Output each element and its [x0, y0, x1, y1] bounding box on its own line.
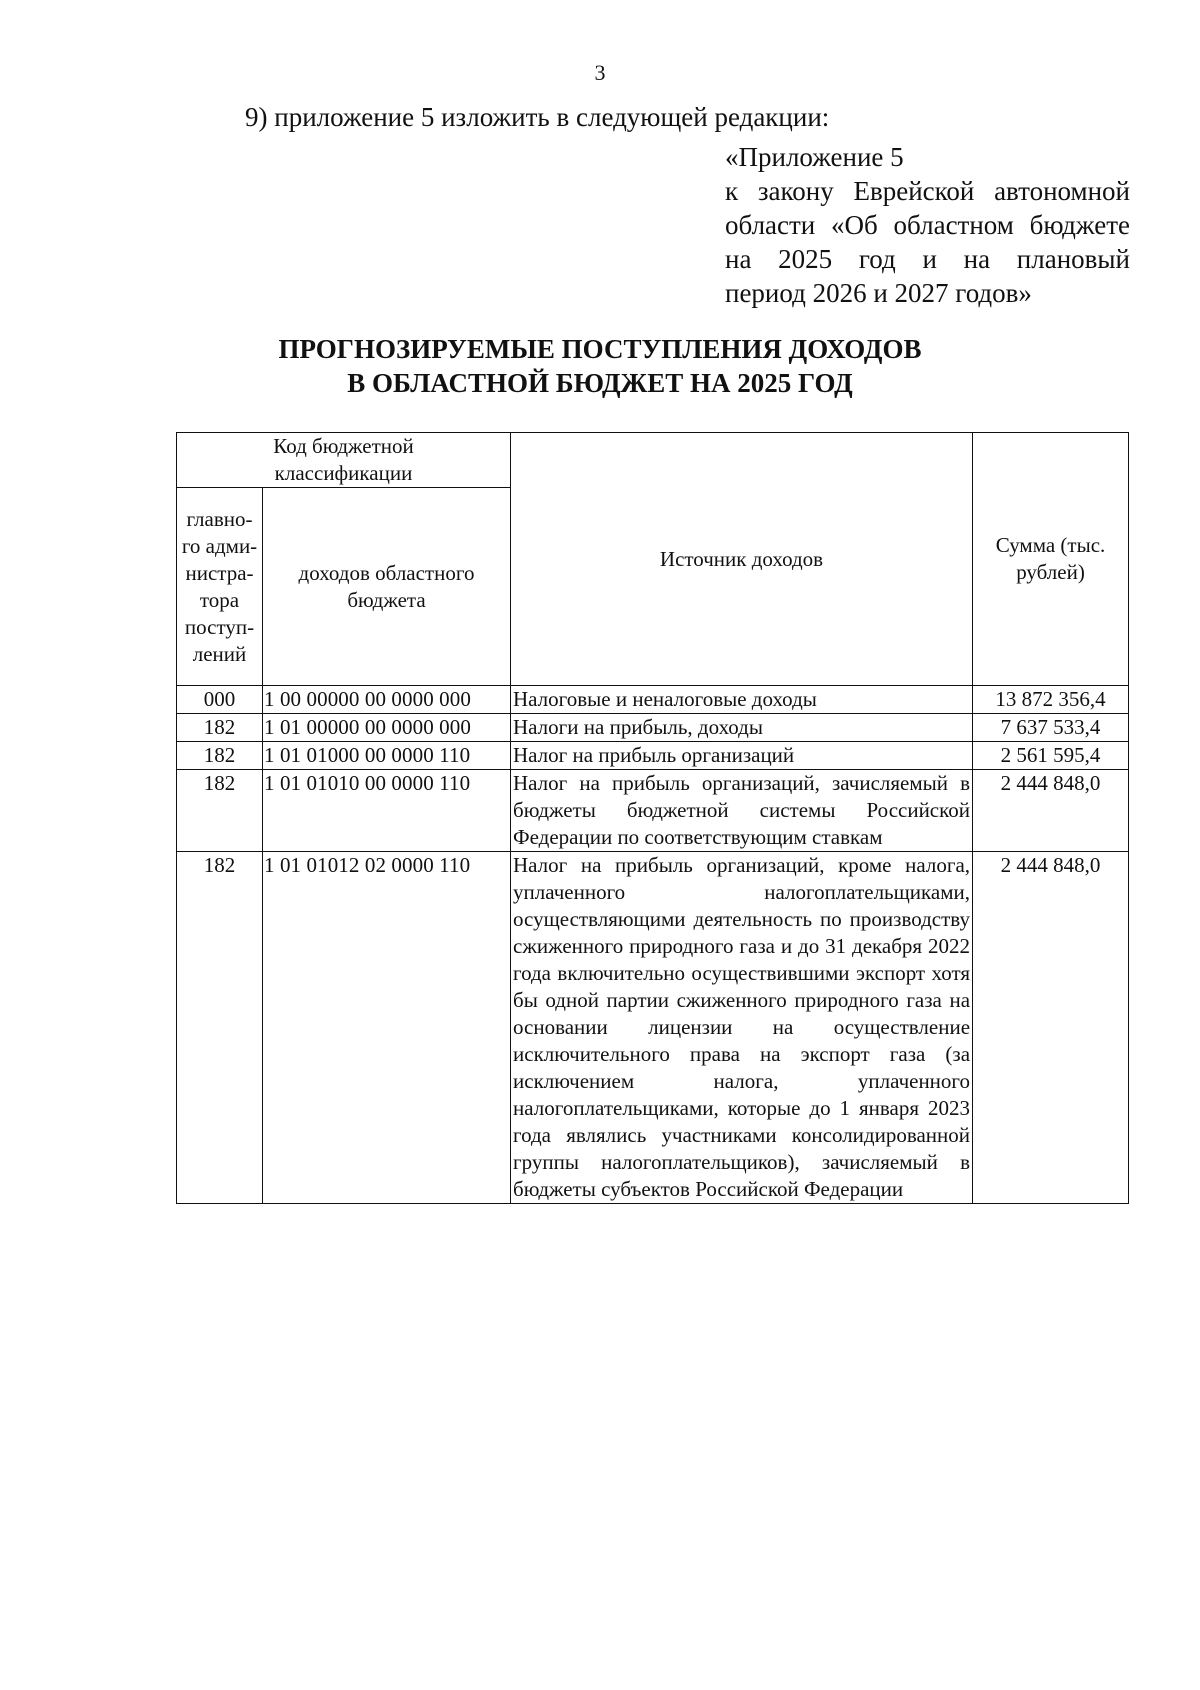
budget-code-cell: 1 01 01012 02 0000 110 — [263, 852, 511, 1204]
admin-code-cell: 182 — [177, 742, 263, 770]
document-title — [0, 332, 1200, 400]
table-row — [177, 852, 1129, 1204]
income-source-cell: Налоговые и неналоговые доходы — [511, 686, 973, 714]
admin-code-cell: 182 — [177, 714, 263, 742]
table-row — [177, 770, 1129, 852]
budget-code-cell: 1 01 01010 00 0000 110 — [263, 770, 511, 852]
income-source-cell: Налог на прибыль организаций, кроме налога, уплаченного налогоплательщиками, осуществляющими деятельность по производству сжиженного природного газа и до 31 декабря 2022 года включительно осуществившими экспорт хотя бы одной партии сжиженного природного газа на основании лицензии на осуществление исключительного права на экспорт газа (за исключением налога, уплаченного налогоплательщиками, которые до 1 января 2023 года являлись участниками консолидированной группы налогоплательщиков), зачисляемый в бюджеты субъектов Российской Федерации — [511, 852, 973, 1204]
admin-code-cell: 000 — [177, 686, 263, 714]
appendix-line: области «Об областном бюджете — [725, 210, 1130, 240]
header-budget-classification: Код бюджетной классификации — [177, 433, 511, 488]
revenue-table — [176, 432, 1129, 1204]
page-number: 3 — [594, 60, 606, 85]
header-chief-administrator: главно-го адми-нистра-тора поступ-лений — [177, 488, 263, 686]
table-row — [177, 686, 1129, 714]
table-row — [177, 742, 1129, 770]
header-sum: Сумма (тыс. рублей) — [973, 433, 1129, 686]
admin-code-cell: 182 — [177, 852, 263, 1204]
table-row — [177, 714, 1129, 742]
budget-code-cell: 1 01 00000 00 0000 000 — [263, 714, 511, 742]
budget-code-cell: 1 00 00000 00 0000 000 — [263, 686, 511, 714]
intro-paragraph: 9) приложение 5 изложить в следующей редакции: — [245, 102, 830, 132]
income-source-cell: Налог на прибыль организаций, зачисляемый в бюджеты бюджетной системы Российской Федерации по соответствующим ставкам — [511, 770, 973, 852]
budget-code-cell: 1 01 01000 00 0000 110 — [263, 742, 511, 770]
appendix-line: к закону Еврейской автономной — [725, 176, 1130, 206]
sum-cell: 13 872 356,4 — [973, 686, 1129, 714]
header-income-source: Источник доходов — [511, 433, 973, 686]
sum-cell: 7 637 533,4 — [973, 714, 1129, 742]
appendix-reference — [725, 140, 1130, 310]
appendix-line: период 2026 и 2027 годов» — [725, 278, 1032, 308]
title-line: В ОБЛАСТНОЙ БЮДЖЕТ НА 2025 ГОД — [347, 368, 853, 398]
appendix-line: на 2025 год и на плановый — [725, 244, 1130, 274]
income-source-cell: Налог на прибыль организаций — [511, 742, 973, 770]
sum-cell: 2 444 848,0 — [973, 770, 1129, 852]
appendix-line: «Приложение 5 — [725, 142, 904, 172]
title-line: ПРОГНОЗИРУЕМЫЕ ПОСТУПЛЕНИЯ ДОХОДОВ — [278, 334, 922, 364]
sum-cell: 2 561 595,4 — [973, 742, 1129, 770]
table-header-row — [177, 433, 1129, 488]
header-income-code: доходов областного бюджета — [263, 488, 511, 686]
admin-code-cell: 182 — [177, 770, 263, 852]
income-source-cell: Налоги на прибыль, доходы — [511, 714, 973, 742]
sum-cell: 2 444 848,0 — [973, 852, 1129, 1204]
